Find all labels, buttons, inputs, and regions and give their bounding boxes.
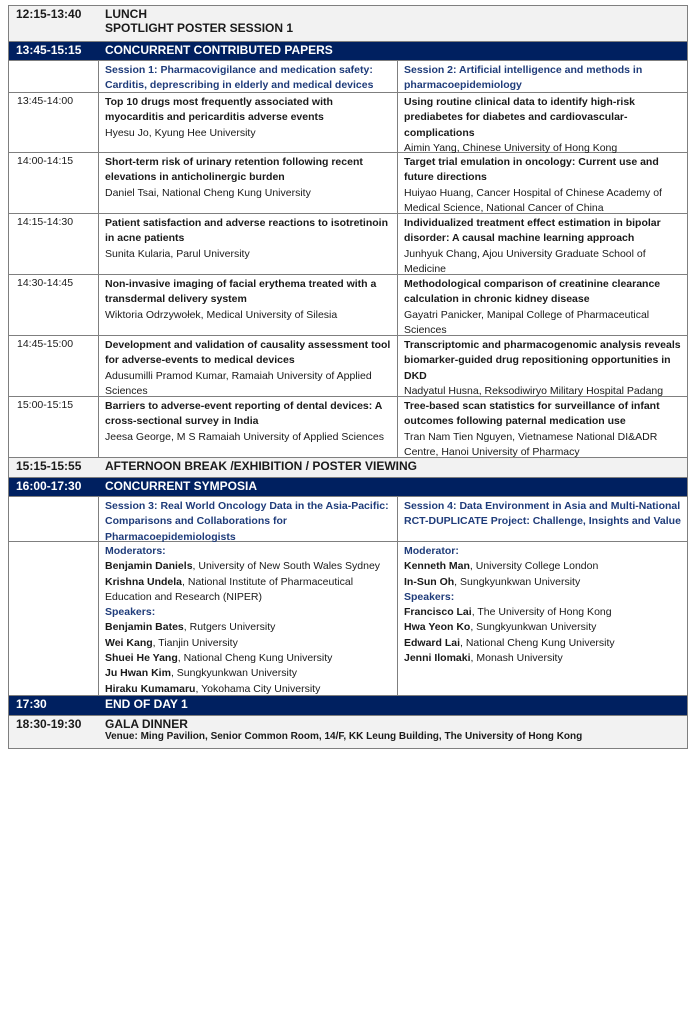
paper-author: Hyesu Jo, Kyung Hee University: [105, 126, 256, 139]
person-affiliation: , Monash University: [470, 652, 563, 665]
person-line: [404, 605, 683, 620]
end-title: END OF DAY 1: [105, 697, 188, 711]
session-3-title: Session 3: Real World Oncology Data in the Asia-Pacific: Comparisons and Collaborations for Pharmacoepidemiologists: [99, 497, 398, 541]
person-name: Benjamin Daniels: [105, 560, 193, 573]
gala-venue: Venue: Ming Pavilion, Senior Common Room, 14/F, KK Leung Building, The University of Hong Kong: [105, 731, 583, 742]
programme-table: [8, 5, 688, 749]
session-2-title: Session 2: Artificial intelligence and methods in pharmacoepidemiology: [404, 64, 643, 92]
person-affiliation: , Tianjin University: [152, 636, 238, 649]
paper-title: Non-invasive imaging of facial erythema treated with a transdermal delivery system: [105, 278, 377, 306]
person-line: [404, 559, 683, 574]
paper-author: Aimin Yang, Chinese University of Hong Kong: [404, 141, 618, 154]
person-line: [404, 636, 683, 651]
paper-slot-row: [9, 336, 687, 397]
symposia-people-row: [9, 542, 687, 696]
paper-title: Tree-based scan statistics for surveillance of infant outcomes following paternal medication use: [404, 400, 660, 428]
session-4-speakers-label: Speakers:: [404, 590, 455, 603]
person-line: [105, 636, 393, 651]
session-4-moderators-label: Moderator:: [404, 545, 459, 557]
paper-right: [398, 336, 687, 396]
paper-author: Huiyao Huang, Cancer Hospital of Chinese Academy of Medical Science, National Cancer of China: [404, 186, 662, 214]
gala-time: 18:30-19:30: [16, 717, 82, 731]
spotlight-title: SPOTLIGHT POSTER SESSION 1: [105, 21, 294, 35]
person-name: Shuei He Yang: [105, 652, 178, 665]
person-line: [105, 620, 393, 635]
paper-left: [99, 397, 398, 457]
paper-slot-row: [9, 397, 687, 458]
paper-left: [99, 336, 398, 396]
person-name: In-Sun Oh: [404, 575, 455, 588]
contributed-header-row: [9, 42, 687, 61]
person-affiliation: , Sungkyunkwan University: [454, 575, 581, 588]
paper-title: Using routine clinical data to identify high-risk prediabetes for diabetes and cardiovascular-complications: [404, 96, 636, 139]
contributed-time: 13:45-15:15: [16, 43, 82, 57]
person-name: Wei Kang: [105, 636, 153, 649]
person-line: [404, 620, 683, 635]
lunch-row: [9, 6, 687, 42]
paper-slot-row: [9, 93, 687, 153]
paper-author: Tran Nam Tien Nguyen, Vietnamese National DI&ADR Centre, Hanoi University of Pharmacy: [404, 430, 658, 458]
person-affiliation: , University of New South Wales Sydney: [192, 560, 381, 573]
break-time: 15:15-15:55: [16, 459, 82, 473]
paper-author: Wiktoria Odrzywołek, Medical University of Silesia: [105, 308, 338, 321]
person-affiliation: , National Cheng Kung University: [460, 636, 615, 649]
person-name: Krishna Undela: [105, 575, 183, 588]
person-name: Francisco Lai: [404, 606, 472, 619]
person-line: [105, 559, 393, 574]
paper-left: [99, 153, 398, 213]
person-affiliation: , Yokohama City University: [195, 682, 321, 695]
session-3-people: [99, 542, 398, 695]
paper-right: [398, 214, 687, 274]
paper-title: Short-term risk of urinary retention following recent elevations in anticholinergic burden: [105, 156, 363, 184]
paper-title: Individualized treatment effect estimation in bipolar disorder: A causal machine learning approach: [404, 217, 661, 245]
person-affiliation: , National Institute of Pharmaceutical Education and Research (NIPER): [105, 575, 354, 603]
slot-time: 13:45-14:00: [9, 93, 99, 152]
session-4-title: Session 4: Data Environment in Asia and Multi-National RCT-DUPLICATE Project: Challenge, Insights and Value: [404, 500, 681, 528]
paper-title: Patient satisfaction and adverse reactions to isotretinoin in acne patients: [105, 217, 388, 245]
paper-author: Gayatri Panicker, Manipal College of Pharmaceutical Sciences: [404, 308, 650, 336]
person-line: [105, 575, 393, 606]
person-affiliation: , Sungkyunkwan University: [170, 667, 297, 680]
person-name: Edward Lai: [404, 636, 461, 649]
slot-time: 15:00-15:15: [9, 397, 99, 457]
person-name: Jenni Ilomaki: [404, 652, 471, 665]
paper-slot-row: [9, 275, 687, 336]
paper-author: Sunita Kularia, Parul University: [105, 247, 250, 260]
symposia-sessions-row: [9, 497, 687, 542]
paper-author: Adusumilli Pramod Kumar, Ramaiah University of Applied Sciences: [105, 369, 372, 397]
end-of-day-row: [9, 696, 687, 716]
person-line: [105, 666, 393, 681]
paper-title: Methodological comparison of creatinine clearance calculation in chronic kidney disease: [404, 278, 661, 306]
gala-title: GALA DINNER: [105, 717, 188, 731]
person-affiliation: , Rutgers University: [183, 621, 276, 634]
paper-author: Nadyatul Husna, Reksodiwiryo Military Hospital Padang: [404, 384, 664, 397]
person-name: Hwa Yeon Ko: [404, 621, 471, 634]
slot-time: 14:30-14:45: [9, 275, 99, 335]
paper-title: Target trial emulation in oncology: Current use and future directions: [404, 156, 659, 184]
person-line: [105, 682, 393, 697]
slot-time: 14:45-15:00: [9, 336, 99, 396]
paper-title: Transcriptomic and pharmacogenomic analysis reveals biomarker-guided drug repositioning opportunities in DKD: [404, 339, 681, 382]
paper-slot-row: [9, 153, 687, 214]
person-affiliation: , University College London: [469, 560, 599, 573]
paper-left: [99, 93, 398, 152]
session-1-title: Session 1: Pharmacovigilance and medication safety: Carditis, deprescribing in elderly and medical devices: [99, 61, 398, 92]
person-affiliation: , The University of Hong Kong: [471, 606, 612, 619]
slot-time: 14:00-14:15: [9, 153, 99, 213]
gala-row: [9, 716, 687, 748]
lunch-time: 12:15-13:40: [16, 7, 82, 21]
break-row: [9, 458, 687, 478]
paper-right: [398, 153, 687, 213]
person-affiliation: , National Cheng Kung University: [177, 652, 333, 665]
symposia-header-row: [9, 478, 687, 497]
paper-title: Barriers to adverse-event reporting of dental devices: A cross-sectional survey in India: [105, 400, 382, 428]
slot-time: 14:15-14:30: [9, 214, 99, 274]
person-name: Hiraku Kumamaru: [105, 682, 196, 695]
paper-left: [99, 214, 398, 274]
person-name: Kenneth Man: [404, 560, 470, 573]
session-3-speakers-label: Speakers:: [105, 606, 156, 619]
paper-right: [398, 275, 687, 335]
paper-author: Junhyuk Chang, Ajou University Graduate School of Medicine: [404, 247, 646, 275]
paper-right: [398, 93, 687, 152]
paper-author: Daniel Tsai, National Cheng Kung University: [105, 186, 311, 199]
paper-slot-row: [9, 214, 687, 275]
paper-title: Top 10 drugs most frequently associated with myocarditis and pericarditis adverse events: [105, 96, 333, 124]
person-line: [105, 651, 393, 666]
paper-title: Development and validation of causality assessment tool for adverse-events to medical devices: [105, 339, 391, 367]
paper-left: [99, 275, 398, 335]
session-3-moderators-label: Moderators:: [105, 545, 166, 557]
person-line: [404, 651, 683, 666]
contributed-title: CONCURRENT CONTRIBUTED PAPERS: [105, 43, 333, 57]
break-title: AFTERNOON BREAK /EXHIBITION / POSTER VIEWING: [105, 459, 418, 473]
lunch-title: LUNCH: [105, 7, 147, 21]
person-affiliation: , Sungkyunkwan University: [470, 621, 597, 634]
symposia-time: 16:00-17:30: [16, 479, 82, 493]
person-line: [404, 575, 683, 590]
end-time: 17:30: [16, 697, 47, 711]
paper-author: Jeesa George, M S Ramaiah University of Applied Sciences: [105, 430, 384, 443]
session-4-people: [398, 542, 687, 695]
person-name: Ju Hwan Kim: [105, 667, 171, 680]
contributed-sessions-row: [9, 61, 687, 93]
paper-right: [398, 397, 687, 457]
person-name: Benjamin Bates: [105, 621, 184, 634]
symposia-title: CONCURRENT SYMPOSIA: [105, 479, 258, 493]
